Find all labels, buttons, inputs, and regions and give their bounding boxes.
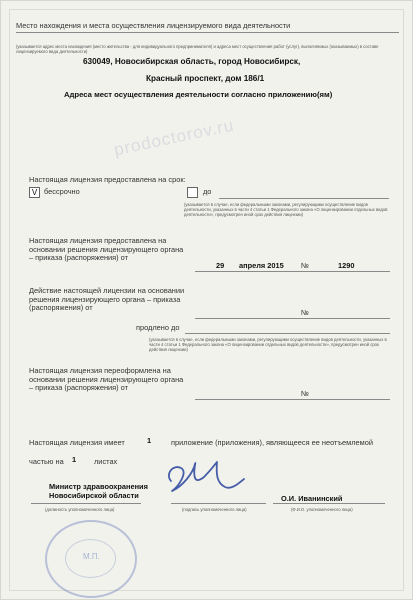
watermark: prodoctorov.ru [112,115,236,160]
authority-line [31,503,141,504]
extension-note: (указывается в случае, если федеральными законами, регулирующими осуществление видов деятельности, указанных в части 4 статьи 1 Федерального закона «О лицензировании отдельных видов деятельности», предусмотрен иной срок действия лицензии) [149,337,387,353]
authority-note: (должность уполномоченного лица) [45,507,115,512]
divider [16,32,399,33]
annex-part-prefix: частью на [29,457,64,466]
address-line-2: Красный проспект, дом 186/1 [146,74,265,83]
extension-text: Действие настоящей лицензии на основании решения лицензирующего органа – приказа (распоряжения) от [29,286,185,313]
extended-until: продлено до [136,323,180,332]
name-line [273,503,385,504]
stamp-label: М.П. [83,552,100,561]
grant-text: Настоящая лицензия предоставлена на основании решения лицензирующего органа – приказа (распоряжения) от [29,236,184,263]
term-note: (указывается в случае, если федеральными законами, регулирующими осуществление видов деятельности, указанных в части 4 статьи 1 Федерального закона «О лицензировании отдельных видов деятельности», предусмотрен иной срок действия лицензии) [184,202,388,218]
official-stamp [45,520,137,598]
extended-until-line [185,333,390,334]
address-line-1: 630049, Новосибирская область, город Новосибирск, [83,57,301,66]
reissue-text: Настоящая лицензия переоформлена на основании решения лицензирующего органа – приказа (распоряжения) от [29,366,184,393]
name-note: (Ф.И.О. уполномоченного лица) [291,507,353,512]
until-checkbox [187,187,198,198]
grant-month-year: апреля 2015 [239,261,284,270]
annex-suffix: приложение (приложения), являющееся ее неотъемлемой [171,438,373,447]
reissue-line [195,399,390,400]
indefinite-checkbox: V [29,187,40,198]
location-title: Место нахождения и места осуществления лицензируемого вида деятельности [16,21,291,30]
places-annex: Адреса мест осуществления деятельности согласно приложению(ям) [64,90,333,99]
signature-authority: Министр здравоохранения Новосибирской области [49,482,148,500]
annex-count: 1 [147,436,152,445]
extension-line [195,318,390,319]
signature-line [171,503,266,504]
location-note: (указывается адрес места нахождения (место жительства - для индивидуального предпринимателя) и адреса мест осуществления работ (услуг), выполняемых (оказываемых) в составе лицензируемого вида деятельности) [16,44,379,55]
until-line [219,198,389,199]
signature-name: О.И. Иванинский [281,494,343,503]
annex-sheets-label: листах [94,457,118,466]
annex-sheets: 1 [72,455,77,464]
grant-number-sign: № [301,261,309,270]
extension-number-sign: № [301,308,309,317]
grant-line [195,271,390,272]
reissue-number-sign: № [301,389,309,398]
indefinite-label: бессрочно [44,187,80,196]
grant-day: 29 [216,261,225,270]
until-label: до [203,187,212,196]
signature-note: (подпись уполномоченного лица) [182,507,247,512]
signature-mark [155,457,250,502]
annex-prefix: Настоящая лицензия имеет [29,438,125,447]
grant-number: 1290 [338,261,355,270]
term-label: Настоящая лицензия предоставлена на срок: [29,175,186,184]
